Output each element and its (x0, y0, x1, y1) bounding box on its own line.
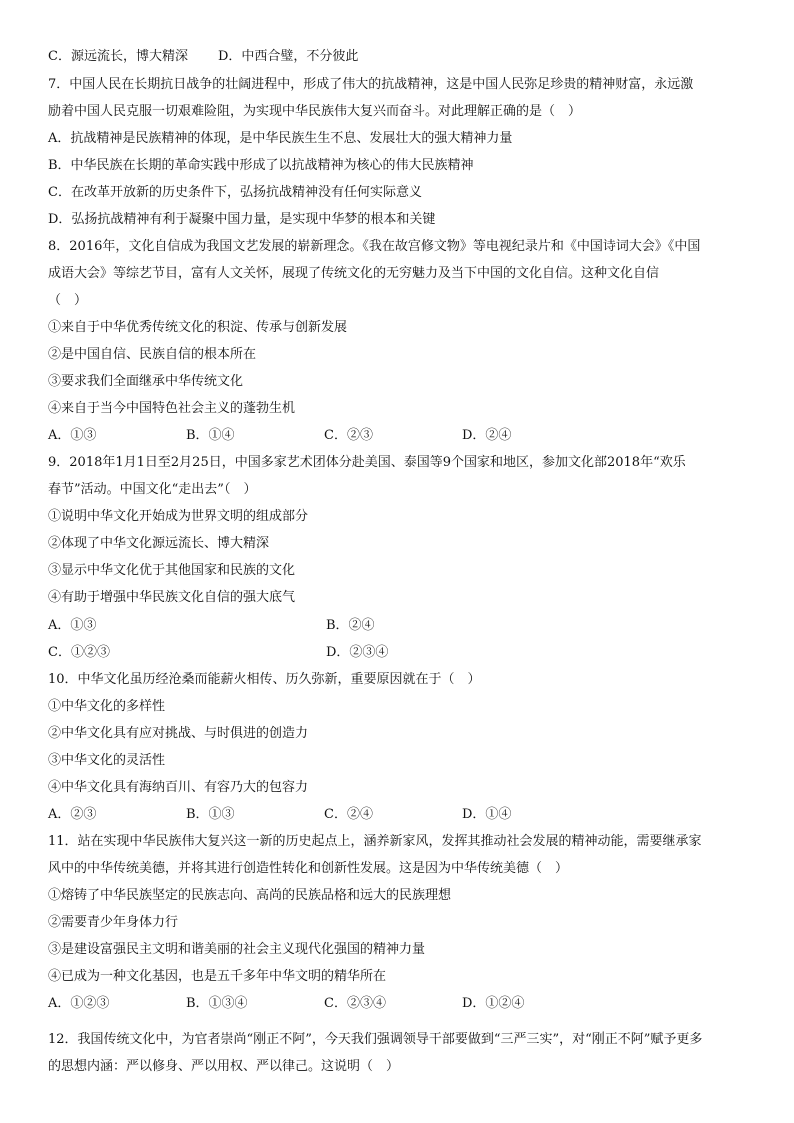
option-b: B．②④ (326, 618, 375, 633)
question-8-item: ③要求我们全面继承中华传统文化 (48, 374, 244, 389)
question-11-options (48, 994, 754, 1014)
question-8-item: ①来自于中华优秀传统文化的积淀、传承与创新发展 (48, 320, 348, 335)
question-11-item: ③是建设富强民主文明和谐美丽的社会主义现代化强国的精神力量 (48, 942, 426, 957)
option-d: D．②④ (462, 428, 512, 443)
question-10-item: ①中华文化的多样性 (48, 699, 166, 714)
option-d: D．①②④ (462, 996, 525, 1011)
question-7-option: B．中华民族在长期的革命实践中形成了以抗战精神为核心的伟大民族精神 (48, 158, 474, 173)
question-8-item: ②是中国自信、民族自信的根本所在 (48, 347, 257, 362)
question-11-item: ①熔铸了中华民族坚定的民族志向、高尚的民族品格和远大的民族理想 (48, 888, 452, 903)
question-9-stem-line: 春节”活动。中国文化“走出去”（ ） (48, 482, 257, 497)
question-10-item: ③中华文化的灵活性 (48, 753, 166, 768)
option-c: C．①②③ (48, 645, 110, 660)
question-11-stem-line: 风中的中华传统美德，并将其进行创造性转化和创新性发展。这是因为中华传统美德（ ） (48, 861, 569, 876)
option-d: D．①④ (462, 807, 512, 822)
question-8-stem-line: 8．2016年，文化自信成为我国文艺发展的崭新理念。《我在故宫修文物》等电视纪录片和《中国诗词大会》《中国 (48, 239, 701, 254)
q6-options (48, 47, 754, 67)
question-9-options-row-1 (48, 616, 754, 636)
question-10-item: ②中华文化具有应对挑战、与时俱进的创造力 (48, 726, 309, 741)
question-11-stem-line: 11．站在实现中华民族伟大复兴这一新的历史起点上，涵养新家风，发挥其推动社会发展的精神动能，需要继承家 (48, 834, 702, 849)
question-8-options (48, 426, 754, 446)
option-c: C．源远流长，博大精深 (48, 49, 188, 64)
option-d: D．②③④ (326, 645, 389, 660)
question-7-option: A．抗战精神是民族精神的体现，是中华民族生生不息、发展壮大的强大精神力量 (48, 131, 513, 146)
question-9-item: ④有助于增强中华民族文化自信的强大底气 (48, 590, 296, 605)
question-12-stem-line: 的思想内涵：严以修身、严以用权、严以律己。这说明（ ） (48, 1059, 400, 1074)
option-a: A．①③ (48, 428, 97, 443)
option-a: A．②③ (48, 807, 97, 822)
option-a: A．①②③ (48, 996, 110, 1011)
question-8-stem-line: （ ） (48, 293, 88, 308)
question-9-item: ①说明中华文化开始成为世界文明的组成部分 (48, 509, 309, 524)
option-c: C．②③ (324, 428, 373, 443)
question-9-options-row-2 (48, 643, 754, 663)
option-b: B．①④ (186, 428, 235, 443)
question-11-item: ④已成为一种文化基因，也是五千多年中华文明的精华所在 (48, 969, 387, 984)
question-11-item: ②需要青少年身体力行 (48, 915, 179, 930)
question-10-options (48, 805, 754, 825)
question-8-item: ④来自于当今中国特色社会主义的蓬勃生机 (48, 401, 296, 416)
question-7-stem-line: 励着中国人民克服一切艰难险阻，为实现中华民族伟大复兴而奋斗。对此理解正确的是（ ） (48, 104, 582, 119)
question-7-stem-line: 7．中国人民在长期抗日战争的壮阔进程中，形成了伟大的抗战精神，这是中国人民弥足珍贵的精神财富，永远激 (48, 77, 694, 92)
question-8-stem-line: 成语大会》等综艺节目，富有人文关怀，展现了传统文化的无穷魅力及当下中国的文化自信。这种文化自信 (48, 266, 660, 281)
question-7-option: C．在改革开放新的历史条件下，弘扬抗战精神没有任何实际意义 (48, 185, 422, 200)
option-d: D．中西合璧，不分彼此 (218, 49, 359, 64)
option-a: A．①③ (48, 618, 97, 633)
question-7-option: D．弘扬抗战精神有利于凝聚中国力量，是实现中华梦的根本和关键 (48, 212, 436, 227)
option-b: B．①③ (186, 807, 235, 822)
question-10-stem-line: 10．中华文化虽历经沧桑而能薪火相传、历久弥新，重要原因就在于（ ） (48, 672, 481, 687)
question-9-item: ②体现了中华文化源远流长、博大精深 (48, 536, 270, 551)
option-b: B．①③④ (186, 996, 248, 1011)
question-10-item: ④中华文化具有海纳百川、有容乃大的包容力 (48, 780, 309, 795)
question-9-item: ③显示中华文化优于其他国家和民族的文化 (48, 563, 296, 578)
option-c: C．②④ (324, 807, 373, 822)
option-c: C．②③④ (324, 996, 386, 1011)
question-9-stem-line: 9．2018年1月1日至2月25日，中国多家艺术团体分赴美国、泰国等9个国家和地区，参加文化部2018年“欢乐 (48, 455, 686, 470)
question-12-stem-line: 12．我国传统文化中，为官者崇尚“刚正不阿”，今天我们强调领导干部要做到“三严三实”，对“刚正不阿”赋予更多 (48, 1032, 703, 1047)
